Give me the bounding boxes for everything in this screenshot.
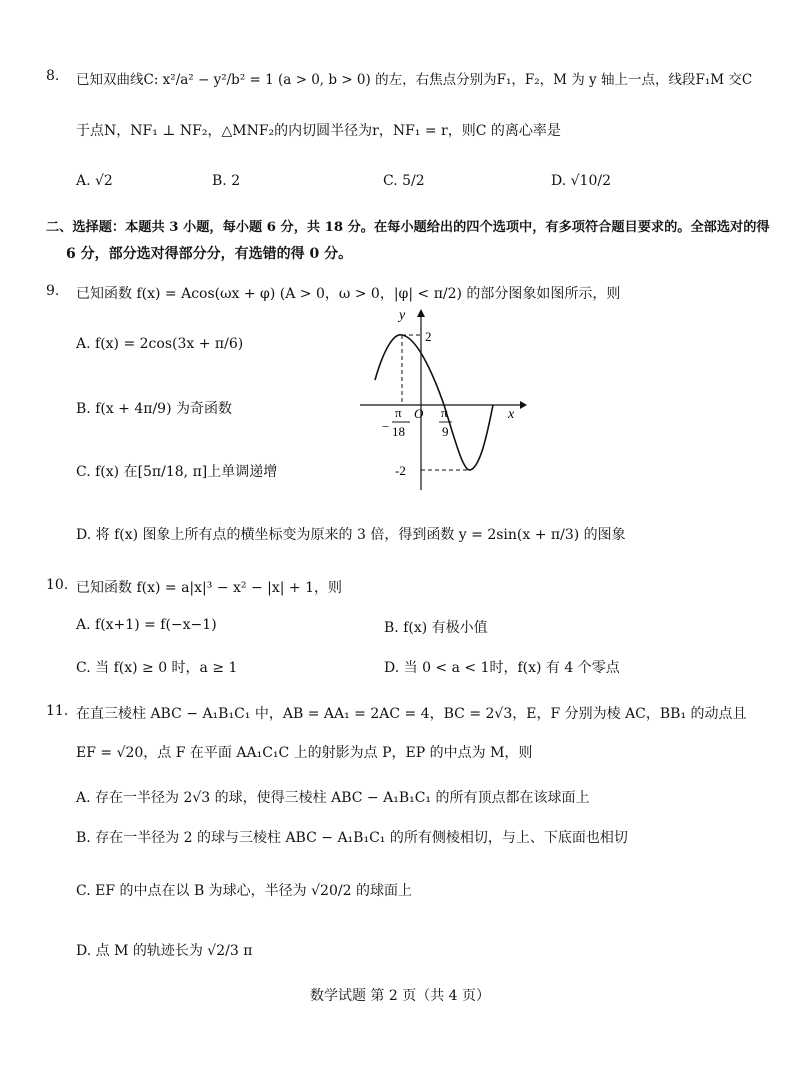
q10-option-a: A. f(x+1) = f(−x−1): [76, 617, 217, 633]
q10-option-d: D. 当 0 < a < 1时，f(x) 有 4 个零点: [384, 660, 620, 676]
q11-option-d: D. 点 M 的轨迹长为 √2/3 π: [76, 943, 253, 959]
cosine-graph: [355, 305, 535, 495]
x-left-numerator: π: [395, 405, 402, 420]
q8-number: 8.: [46, 68, 60, 84]
origin-label: O: [414, 406, 424, 421]
section-2-heading: 二、选择题：本题共 3 小题，每小题 6 分，共 18 分。在每小题给出的四个选项中，有多项符合题目要求的。全部选对的得: [46, 220, 770, 235]
q10-stem: 已知函数 f(x) = a|x|³ − x² − |x| + 1，则: [76, 580, 343, 596]
x-right-denominator: 9: [442, 424, 449, 439]
y-max-label: 2: [425, 329, 432, 344]
q11-stem-line2: EF = √20，点 F 在平面 AA₁C₁C 上的射影为点 P，EP 的中点为 M，则: [76, 745, 533, 761]
q10-option-c: C. 当 f(x) ≥ 0 时，a ≥ 1: [76, 660, 238, 676]
x-left-denominator: 18: [392, 424, 405, 439]
y-min-label: -2: [395, 463, 406, 478]
q9-option-a: A. f(x) = 2cos(3x + π/6): [76, 336, 244, 352]
q9-option-b: B. f(x + 4π/9) 为奇函数: [76, 401, 233, 417]
q11-option-c: C. EF 的中点在以 B 为球心，半径为 √20/2 的球面上: [76, 883, 412, 899]
q11-number: 11.: [46, 703, 69, 719]
q9-stem: 已知函数 f(x) = Acos(ωx + φ) (A > 0，ω > 0，|φ| < π/2) 的部分图象如图所示，则: [76, 286, 621, 302]
q8-stem-line2: 于点N，NF₁ ⊥ NF₂，△MNF₂的内切圆半径为r，NF₁ = r，则C 的离心率是: [76, 123, 561, 139]
q8-stem-line1: 已知双曲线C: x²/a² − y²/b² = 1 (a > 0, b > 0) 的左，右焦点分别为F₁，F₂，M 为 y 轴上一点，线段F₁M 交C: [76, 72, 753, 88]
q8-option-a: A. √2: [76, 173, 113, 189]
q8-option-c: C. 5/2: [383, 173, 425, 189]
x-right-numerator: π: [441, 405, 448, 420]
q9-option-d: D. 将 f(x) 图象上所有点的横坐标变为原来的 3 倍，得到函数 y = 2sin(x + π/3) 的图象: [76, 527, 626, 543]
q10-number: 10.: [46, 577, 69, 593]
q10-option-b: B. f(x) 有极小值: [384, 620, 488, 636]
x-left-sign: −: [382, 419, 390, 434]
q11-option-a: A. 存在一半径为 2√3 的球，使得三棱柱 ABC − A₁B₁C₁ 的所有顶点都在该球面上: [76, 790, 590, 806]
q8-option-b: B. 2: [212, 173, 241, 189]
cosine-curve: [375, 335, 493, 470]
x-axis-label: x: [508, 407, 515, 422]
y-axis-label: y: [399, 308, 406, 323]
x-axis-arrow: [520, 401, 527, 409]
page-footer: 数学试题 第 2 页（共 4 页）: [309, 988, 491, 1004]
q8-option-d: D. √10/2: [551, 173, 611, 189]
y-axis-arrow: [417, 309, 425, 317]
section-2-heading-cont: 6 分，部分选对得部分分，有选错的得 0 分。: [66, 246, 353, 262]
q9-number: 9.: [46, 283, 60, 299]
q9-option-c: C. f(x) 在[5π/18, π]上单调递增: [76, 464, 278, 480]
q11-stem-line1: 在直三棱柱 ABC − A₁B₁C₁ 中，AB = AA₁ = 2AC = 4，BC = 2√3，E，F 分别为棱 AC，BB₁ 的动点且: [76, 706, 747, 722]
q11-option-b: B. 存在一半径为 2 的球与三棱柱 ABC − A₁B₁C₁ 的所有侧棱相切，与上、下底面也相切: [76, 830, 628, 846]
